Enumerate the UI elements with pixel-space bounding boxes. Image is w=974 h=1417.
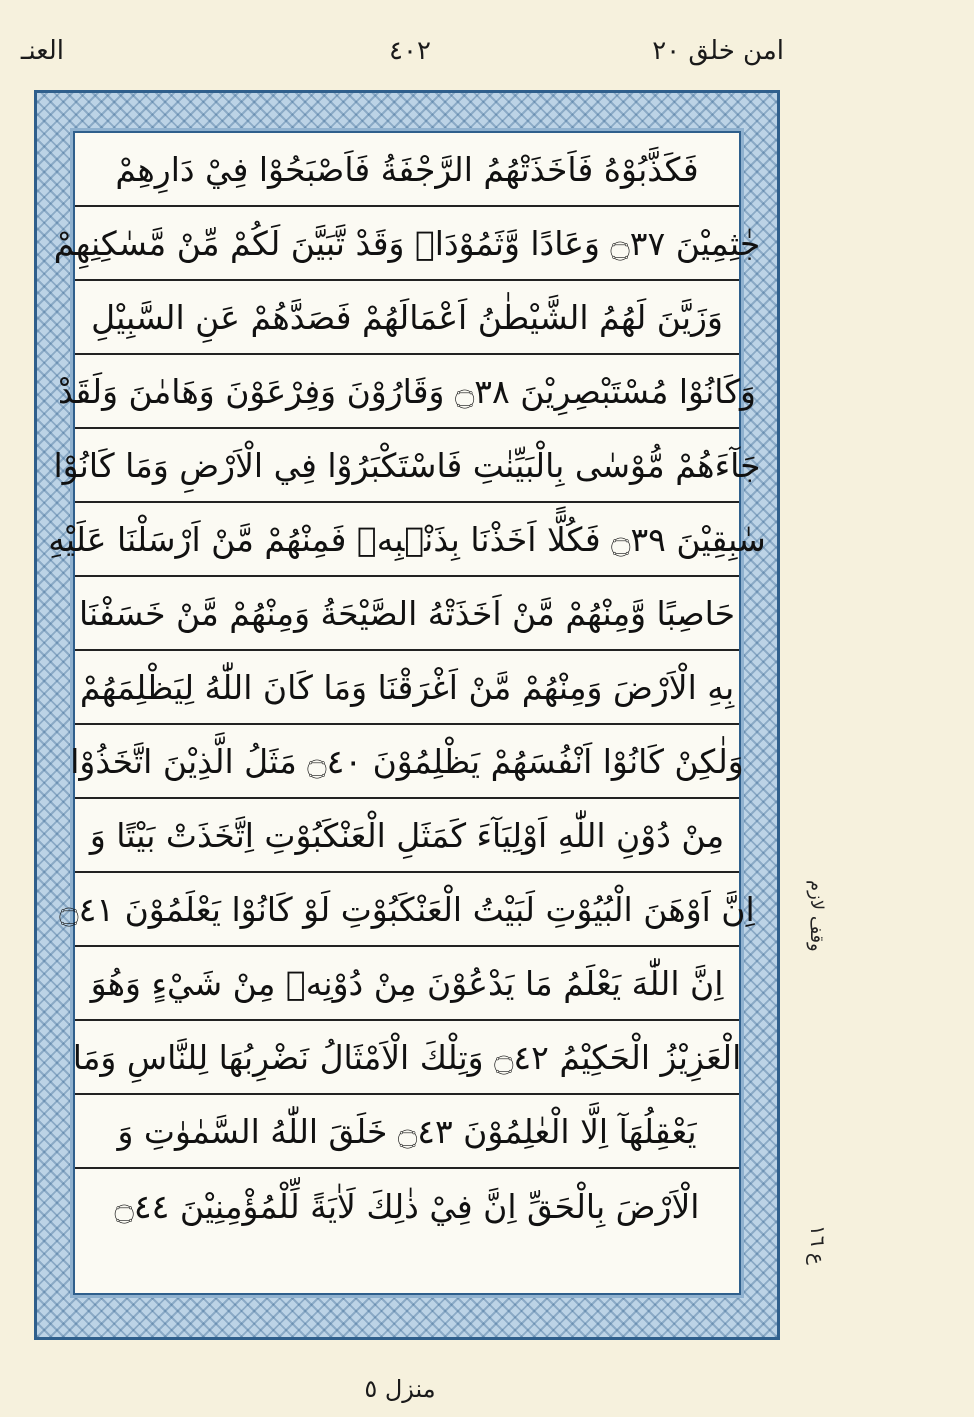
manzil-footer: منزل ٥: [364, 1375, 436, 1403]
verse-line: اِنَّ اللّٰهَ يَعْلَمُ مَا يَدْعُوْنَ مِنْ دُوْنِهٖ مِنْ شَيْءٍ وَهُوَ: [75, 947, 739, 1021]
waqf-margin-note: وقف لازم: [806, 880, 827, 952]
verse-line: الْاَرْضَ بِالْحَقِّ اِنَّ فِيْ ذٰلِكَ لَاٰيَةً لِّلْمُؤْمِنِيْنَ ۝٤٤: [114, 1186, 700, 1226]
verse-line: وَلٰكِنْ كَانُوْا اَنْفُسَهُمْ يَظْلِمُوْنَ ۝٤٠ مَثَلُ الَّذِيْنَ اتَّخَذُوْا: [75, 725, 739, 799]
text-panel: [48, 131, 766, 1295]
verse-line: سٰبِقِيْنَ ۝٣٩ فَكُلًّا اَخَذْنَا بِذَنْۢبِهٖ فَمِنْهُمْ مَّنْ اَرْسَلْنَا عَلَيْهِ: [75, 503, 739, 577]
verse-line: حَاصِبًا وَّمِنْهُمْ مَّنْ اَخَذَتْهُ الصَّيْحَةُ وَمِنْهُمْ مَّنْ خَسَفْنَا: [75, 577, 739, 651]
ruku-margin-note: ع ١٦: [806, 1225, 830, 1265]
verse-line: يَعْقِلُهَآ اِلَّا الْعٰلِمُوْنَ ۝٤٣ خَلَقَ اللّٰهُ السَّمٰوٰتِ وَ: [75, 1095, 739, 1169]
verse-line: وَكَانُوْا مُسْتَبْصِرِيْنَ ۝٣٨ وَقَارُوْنَ وَفِرْعَوْنَ وَهَامٰنَ وَلَقَدْ: [75, 355, 739, 429]
verse-line: جَآءَهُمْ مُّوْسٰى بِالْبَيِّنٰتِ فَاسْتَكْبَرُوْا فِي الْاَرْضِ وَمَا كَانُوْا: [75, 429, 739, 503]
verse-line: اِنَّ اَوْهَنَ الْبُيُوْتِ لَبَيْتُ الْعَنْكَبُوْتِ لَوْ كَانُوْا يَعْلَمُوْنَ ۝٤١: [75, 873, 739, 947]
verse-line: الْعَزِيْزُ الْحَكِيْمُ ۝٤٢ وَتِلْكَ الْاَمْثَالُ نَضْرِبُهَا لِلنَّاسِ وَمَا: [75, 1021, 739, 1095]
verse-line: جٰثِمِيْنَ ۝٣٧ وَعَادًا وَّثَمُوْدَا۠ وَقَدْ تَّبَيَّنَ لَكُمْ مِّنْ مَّسٰكِنِهِمْ: [75, 207, 739, 281]
surah-name-header: العنـ: [20, 36, 64, 66]
surah-juz-header: امن خلق ٢٠: [652, 36, 784, 66]
verse-line: بِهِ الْاَرْضَ وَمِنْهُمْ مَّنْ اَغْرَقْنَا وَمَا كَانَ اللّٰهُ لِيَظْلِمَهُمْ: [75, 651, 739, 725]
page-number: ٤٠٢: [389, 36, 431, 66]
ornamental-border: [34, 90, 780, 1340]
verse-line: مِنْ دُوْنِ اللّٰهِ اَوْلِيَآءَ كَمَثَلِ الْعَنْكَبُوْتِ اِتَّخَذَتْ بَيْتًا وَ: [75, 799, 739, 873]
verse-line: وَزَيَّنَ لَهُمُ الشَّيْطٰنُ اَعْمَالَهُمْ فَصَدَّهُمْ عَنِ السَّبِيْلِ: [75, 281, 739, 355]
verse-line: فَكَذَّبُوْهُ فَاَخَذَتْهُمُ الرَّجْفَةُ فَاَصْبَحُوْا فِيْ دَارِهِمْ: [75, 133, 739, 207]
